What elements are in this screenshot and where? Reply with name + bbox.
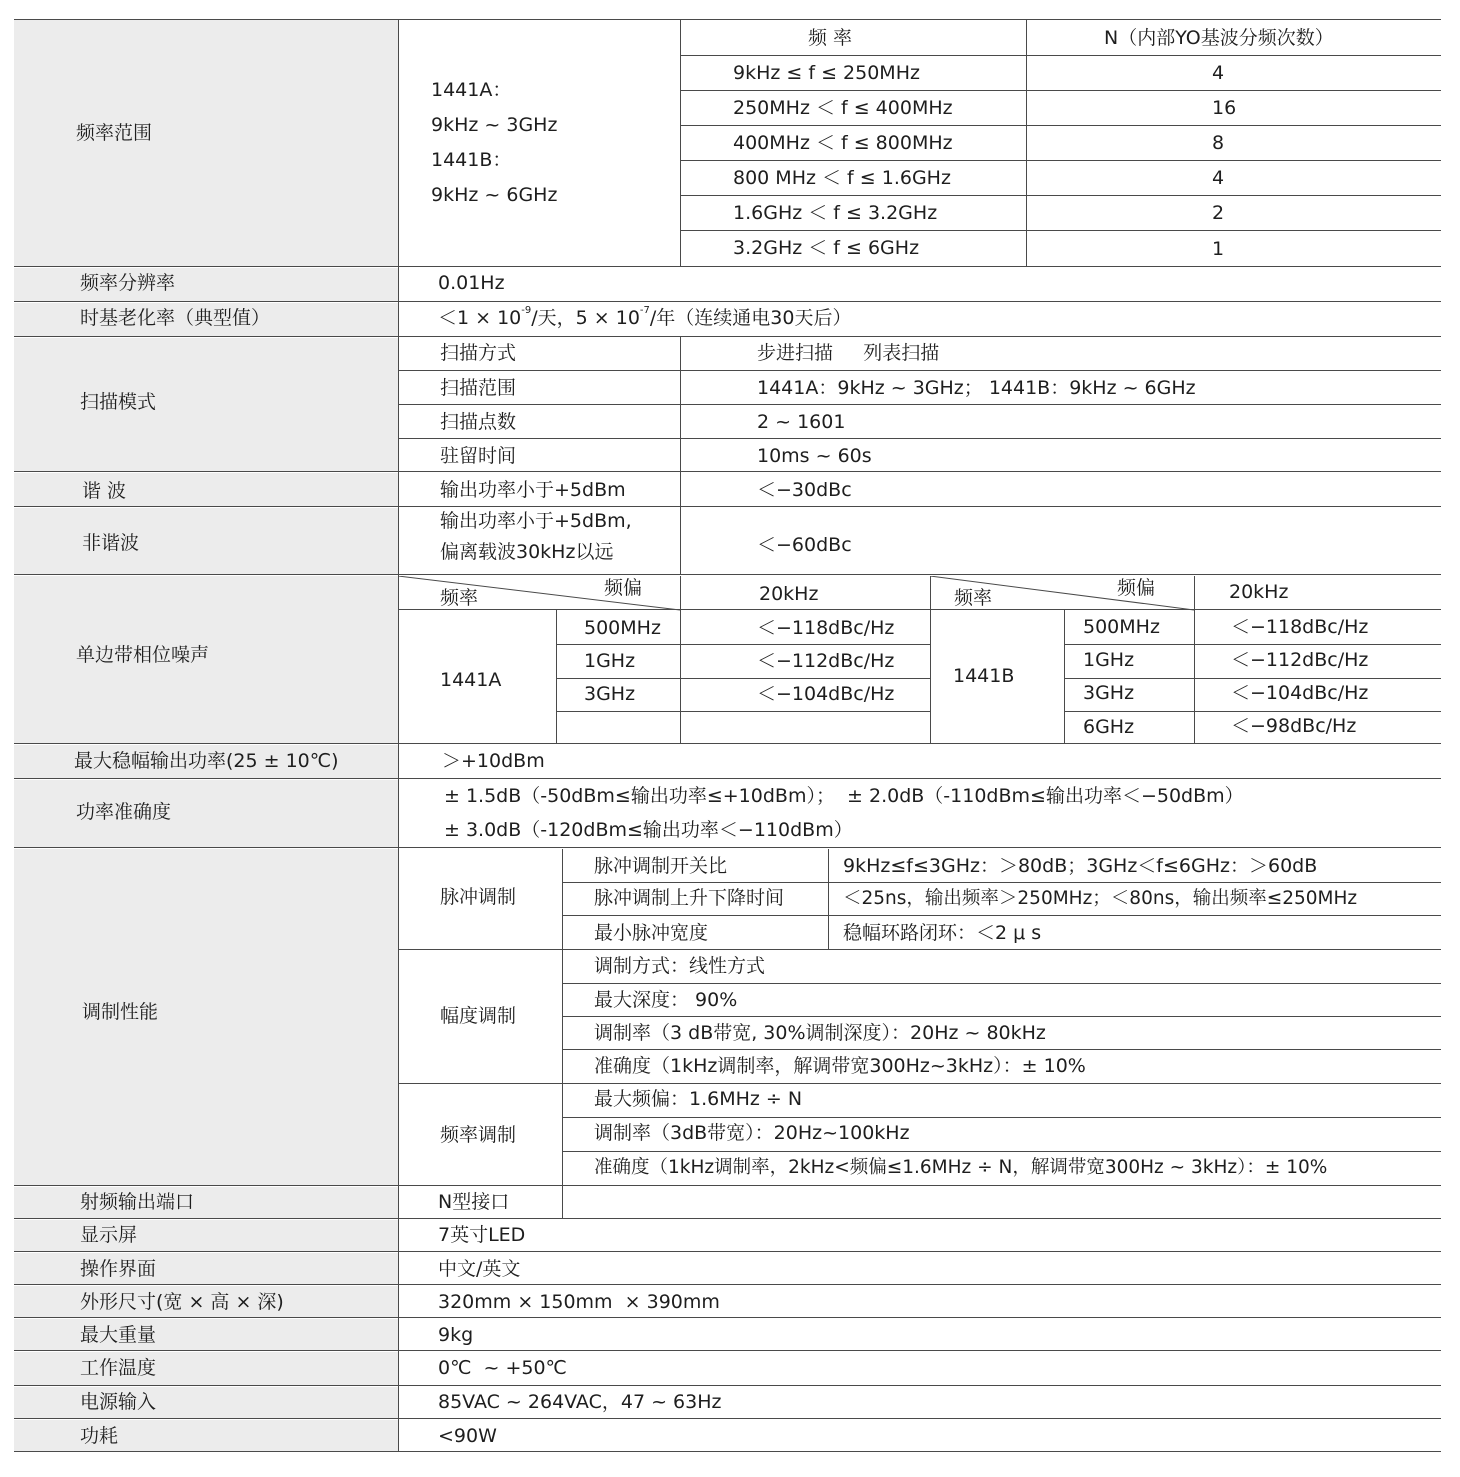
phase-noise-b-value: ＜−98dBc/Hz [1231, 715, 1357, 737]
label-bg [14, 1253, 398, 1284]
label-operating-temp: 工作温度 [80, 1357, 157, 1379]
nonharmonic-condition: 偏离载波30kHz以远 [440, 541, 614, 563]
phase-noise-b-value: ＜−112dBc/Hz [1231, 649, 1369, 671]
pulse-mod-value: 9kHz≤f≤3GHz：＞80dB；3GHz＜f≤6GHz：＞60dB [843, 855, 1318, 877]
freq-range-model-line: 9kHz ~ 3GHz [431, 114, 558, 136]
label-ssb-phase-noise: 单边带相位噪声 [76, 644, 210, 666]
column-divider [1064, 610, 1065, 743]
row-separator [14, 471, 1441, 472]
row-separator [398, 949, 1441, 950]
fm-mod-title: 频率调制 [440, 1124, 517, 1146]
power-input-value: 85VAC ~ 264VAC，47 ~ 63Hz [438, 1391, 722, 1413]
phase-noise-header-value: 20kHz [759, 583, 819, 605]
table-border-top [14, 19, 1441, 20]
phase-noise-a-value: ＜−104dBc/Hz [757, 683, 895, 705]
label-sweep-mode: 扫描模式 [80, 391, 157, 413]
operating-temp-value: 0℃ ~ +50℃ [438, 1357, 567, 1379]
am-mod-row: 调制方式：线性方式 [594, 955, 766, 977]
label-power-accuracy: 功率准确度 [76, 801, 172, 823]
row-separator [398, 404, 1441, 405]
row-separator [680, 230, 1441, 231]
row-separator [680, 90, 1441, 91]
label-bg [14, 780, 398, 847]
table-border-bottom [14, 1451, 1441, 1452]
row-separator [14, 1185, 1441, 1186]
row-separator [398, 1083, 1441, 1084]
freq-table-header-freq: 频 率 [808, 27, 853, 49]
nonharmonic-condition: 输出功率小于+5dBm, [440, 510, 632, 532]
freq-table-header-n: N（内部YO基波分频次数） [1104, 27, 1334, 49]
row-separator [680, 160, 1441, 161]
phase-noise-a-freq: 1GHz [584, 650, 636, 672]
freq-table-n: 4 [1212, 62, 1225, 84]
column-divider [556, 610, 557, 743]
row-separator [556, 711, 930, 712]
label-power-input: 电源输入 [80, 1391, 157, 1413]
row-separator [680, 195, 1441, 196]
label-bg [14, 338, 398, 471]
max-weight-value: 9kg [438, 1324, 474, 1346]
row-separator [562, 915, 1441, 916]
harmonic-value: ＜−30dBc [757, 479, 852, 501]
label-bg [14, 1319, 398, 1350]
freq-range-model-line: 1441A： [431, 79, 512, 101]
label-modulation: 调制性能 [82, 1001, 159, 1023]
sweep-param-name: 扫描点数 [440, 411, 517, 433]
pulse-mod-value: ＜25ns，输出频率＞250MHz；＜80ns，输出频率≤250MHz [843, 888, 1358, 909]
row-separator [398, 370, 1441, 371]
row-separator [14, 266, 1441, 267]
sweep-param-name: 驻留时间 [440, 445, 517, 467]
row-separator [14, 574, 1441, 575]
freq-table-n: 8 [1212, 132, 1225, 154]
row-separator [14, 847, 1441, 848]
power-accuracy-line: ± 1.5dB（-50dBm≤输出功率≤+10dBm）； ± 2.0dB（-110dBm≤输出功率＜−50dBm） [444, 785, 1244, 807]
label-bg [14, 1187, 398, 1218]
dimensions-value: 320mm × 150mm × 390mm [438, 1291, 720, 1313]
label-bg-freq-range [14, 20, 398, 266]
freq-table-n: 2 [1212, 202, 1225, 224]
display-value: 7英寸LED [438, 1224, 526, 1246]
row-separator [562, 1016, 1441, 1017]
label-display: 显示屏 [80, 1224, 138, 1246]
label-interface-lang: 操作界面 [80, 1258, 157, 1280]
am-mod-row: 最大深度： 90% [594, 989, 738, 1011]
row-separator [556, 678, 930, 679]
freq-range-model-line: 9kHz ~ 6GHz [431, 184, 558, 206]
freq-table-range: 9kHz ≤ f ≤ 250MHz [733, 62, 920, 84]
power-accuracy-line: ± 3.0dB（-120dBm≤输出功率＜−110dBm） [444, 819, 853, 841]
am-mod-title: 幅度调制 [440, 1005, 517, 1027]
column-divider [562, 849, 563, 1218]
phase-noise-a-value: ＜−118dBc/Hz [757, 617, 895, 639]
phase-noise-b-freq: 500MHz [1083, 616, 1160, 638]
row-separator [14, 1418, 1441, 1419]
sweep-param-name: 扫描范围 [440, 377, 517, 399]
label-bg [14, 508, 398, 574]
max-output-power-value: ＞+10dBm [442, 750, 545, 772]
freq-table-n: 1 [1212, 238, 1225, 260]
freq-table-range: 400MHz ＜ f ≤ 800MHz [733, 132, 953, 154]
row-separator [1064, 644, 1441, 645]
label-bg [14, 849, 398, 1185]
phase-noise-header-freq: 频率 [954, 587, 993, 609]
label-freq-resolution: 频率分辨率 [80, 272, 176, 294]
row-separator [562, 1049, 1441, 1050]
pulse-mod-value: 稳幅环路闭环：＜2 μ s [843, 922, 1042, 944]
freq-table-n: 4 [1212, 167, 1225, 189]
fm-mod-row: 最大频偏：1.6MHz ÷ N [594, 1088, 803, 1110]
row-separator [14, 336, 1441, 337]
label-max-weight: 最大重量 [80, 1324, 157, 1346]
row-separator [398, 438, 1441, 439]
freq-range-model-line: 1441B： [431, 149, 512, 171]
row-separator [14, 506, 1441, 507]
freq-table-range: 3.2GHz ＜ f ≤ 6GHz [733, 237, 920, 259]
row-separator [680, 125, 1441, 126]
freq-table-range: 1.6GHz ＜ f ≤ 3.2GHz [733, 202, 938, 224]
freq-table-range: 250MHz ＜ f ≤ 400MHz [733, 97, 953, 119]
phase-noise-model-a: 1441A [440, 669, 502, 691]
label-freq-range: 频率范围 [76, 122, 153, 144]
row-separator [562, 1151, 1441, 1152]
phase-noise-header-freq: 频率 [440, 587, 479, 609]
phase-noise-b-value: ＜−104dBc/Hz [1231, 682, 1369, 704]
phase-noise-header-offset: 频偏 [604, 577, 643, 599]
label-timebase-aging: 时基老化率（典型值） [80, 307, 271, 329]
row-separator [1064, 678, 1441, 679]
row-separator [680, 55, 1441, 56]
power-consumption-value: <90W [438, 1425, 497, 1447]
label-harmonic: 谐 波 [82, 480, 127, 502]
column-divider [828, 849, 829, 949]
row-separator [14, 1385, 1441, 1386]
harmonic-condition: 输出功率小于+5dBm [440, 479, 626, 501]
phase-noise-a-freq: 500MHz [584, 617, 661, 639]
pulse-mod-param: 最小脉冲宽度 [594, 922, 709, 944]
fm-mod-row: 调制率（3dB带宽）：20Hz~100kHz [594, 1122, 910, 1144]
row-separator [14, 743, 1441, 744]
phase-noise-b-freq: 1GHz [1083, 649, 1135, 671]
label-bg [14, 473, 398, 506]
phase-noise-a-freq: 3GHz [584, 683, 636, 705]
phase-noise-b-value: ＜−118dBc/Hz [1231, 616, 1369, 638]
row-separator [14, 1251, 1441, 1252]
phase-noise-model-b: 1441B [953, 665, 1015, 687]
freq-resolution-value: 0.01Hz [438, 272, 505, 294]
pulse-mod-param: 脉冲调制开关比 [594, 855, 728, 877]
freq-table-range: 800 MHz ＜ f ≤ 1.6GHz [733, 167, 951, 189]
row-separator [14, 1317, 1441, 1318]
phase-noise-b-freq: 3GHz [1083, 682, 1135, 704]
fm-mod-row: 准确度（1kHz调制率，2kHz<频偏≤1.6MHz ÷ N，解调带宽300Hz ~ 3kHz）：± 10% [594, 1157, 1328, 1178]
label-rf-output-port: 射频输出端口 [80, 1191, 195, 1213]
sweep-param-value: 步进扫描 列表扫描 [757, 342, 940, 364]
sweep-param-name: 扫描方式 [440, 342, 517, 364]
pulse-mod-title: 脉冲调制 [440, 886, 517, 908]
row-separator [14, 301, 1441, 302]
row-separator [1064, 711, 1441, 712]
row-separator [562, 983, 1441, 984]
row-separator [562, 1117, 1441, 1118]
label-dimensions: 外形尺寸(宽 × 高 × 深) [80, 1291, 284, 1313]
phase-noise-a-value: ＜−112dBc/Hz [757, 650, 895, 672]
label-nonharmonic: 非谐波 [82, 532, 140, 554]
nonharmonic-value: ＜−60dBc [757, 534, 852, 556]
sweep-param-value: 2 ~ 1601 [757, 411, 846, 433]
sweep-param-value: 10ms ~ 60s [757, 445, 872, 467]
phase-noise-header-offset: 频偏 [1117, 577, 1156, 599]
row-separator [14, 1218, 1441, 1219]
label-bg [14, 1387, 398, 1418]
pulse-mod-param: 脉冲调制上升下降时间 [594, 887, 785, 909]
label-bg [14, 1420, 398, 1451]
row-separator [556, 644, 930, 645]
label-bg [14, 1352, 398, 1385]
aging-value: $<1 \times 10^{-9}/$天，$5 \times 10^{-7}/$年（连续通电30天后） [438, 305, 852, 329]
label-power-consumption: 功耗 [80, 1425, 119, 1447]
phase-noise-b-freq: 6GHz [1083, 716, 1135, 738]
am-mod-row: 准确度（1kHz调制率，解调带宽300Hz~3kHz）：± 10% [594, 1055, 1086, 1077]
label-bg [14, 268, 398, 301]
label-bg [14, 1220, 398, 1251]
sweep-param-value: 1441A：9kHz ~ 3GHz； 1441B：9kHz ~ 6GHz [757, 377, 1196, 399]
phase-noise-header-value: 20kHz [1229, 581, 1289, 603]
row-separator [14, 778, 1441, 779]
row-separator [562, 882, 1441, 883]
label-max-output-power: 最大稳幅输出功率(25 ± 10℃) [74, 750, 339, 772]
interface-lang-value: 中文/英文 [438, 1258, 521, 1280]
am-mod-row: 调制率（3 dB带宽, 30%调制深度）：20Hz ~ 80kHz [594, 1022, 1046, 1044]
column-divider [680, 336, 681, 574]
row-separator [14, 1350, 1441, 1351]
freq-table-n: 16 [1212, 97, 1237, 119]
row-separator [14, 1284, 1441, 1285]
column-divider [398, 19, 399, 1452]
rf-output-port-value: N型接口 [438, 1191, 510, 1213]
